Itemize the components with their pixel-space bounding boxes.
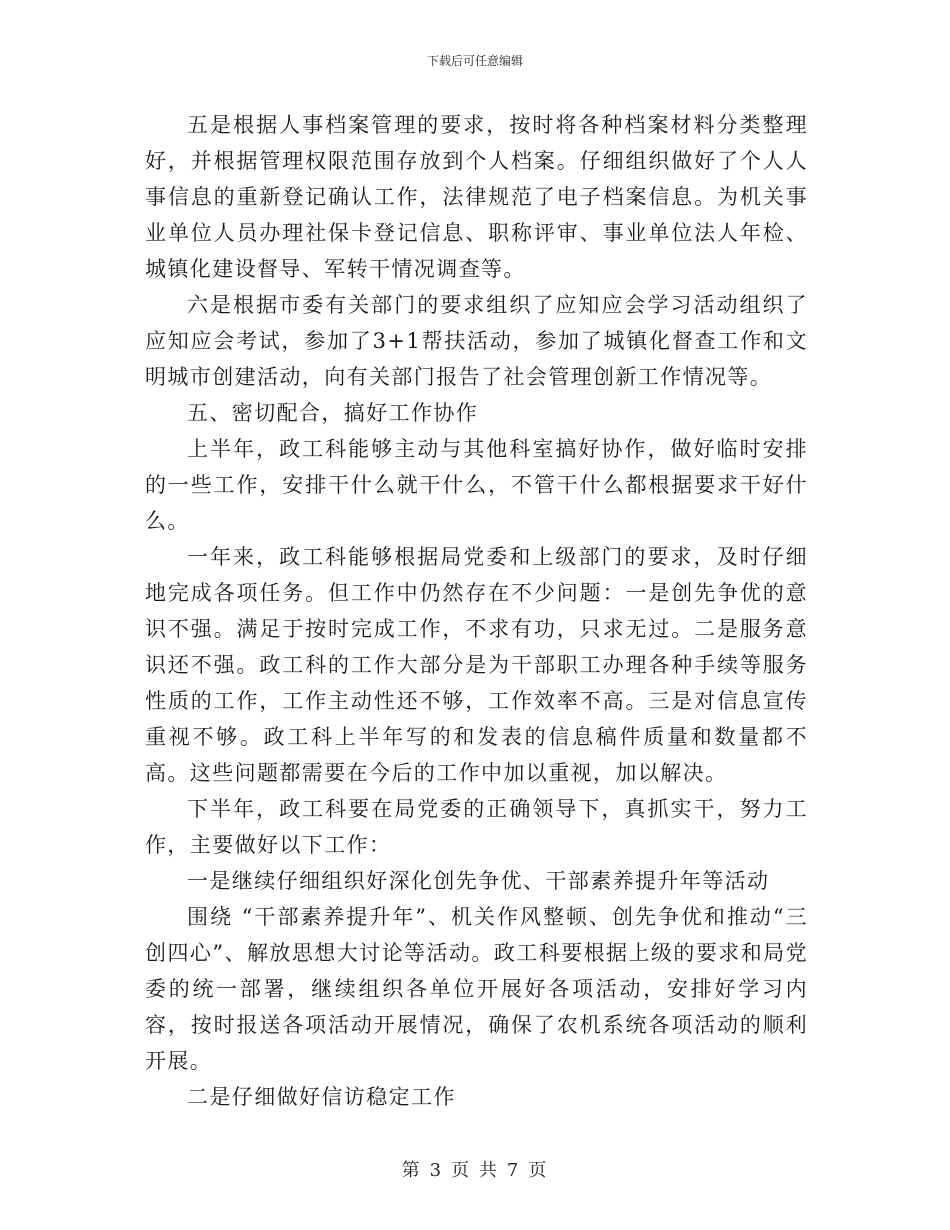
paragraph-second-half-year: 下半年，政工科要在局党委的正确领导下，真抓实干，努力工作，主要做好以下工作： xyxy=(145,797,808,857)
task-heading-two: 二是仔细做好信访稳定工作 xyxy=(187,1085,456,1109)
paragraph-first-half-year: 上半年，政工科能够主动与其他科室搞好协作，做好临时安排的一些工作，安排干什么就干什么，不管干什么都根据要求干好什么。 xyxy=(145,437,808,533)
paragraph-item-five: 五是根据人事档案管理的要求，按时将各种档案材料分类整理好，并根据管理权限范围存放到个人档案。仔细组织做好了个人人事信息的重新登记确认工作，法律规范了电子档案信息。为机关事业单位人员办理社保卡登记信息、职称评审、事业单位法人年检、城镇化建设督导、军转干情况调查等。 xyxy=(145,113,808,281)
paragraph-problems: 一年来，政工科能够根据局党委和上级部门的要求，及时仔细地完成各项任务。但工作中仍然存在不少问题：一是创先争优的意识不强。满足于按时完成工作，不求有功，只求无过。二是服务意识还不强。政工科的工作大部分是为干部职工办理各种手续等服务性质的工作，工作主动性还不够，工作效率不高。三是对信息宣传重视不够。政工科上半年写的和发表的信息稿件质量和数量都不高。这些问题都需要在今后的工作中加以重视，加以解决。 xyxy=(145,545,808,785)
paragraph-item-six: 六是根据市委有关部门的要求组织了应知应会学习活动组织了应知应会考试，参加了3+1帮扶活动，参加了城镇化督查工作和文明城市创建活动，向有关部门报告了社会管理创新工作情况等。 xyxy=(145,293,808,389)
page-header: 下载后可任意编辑 xyxy=(426,54,523,68)
total-page-count: 7 xyxy=(506,1160,521,1181)
page-number-footer xyxy=(0,1156,950,1182)
section-heading-cooperation: 五、密切配合，搞好工作协作 xyxy=(187,401,479,425)
footer-suffix: 页 xyxy=(528,1160,549,1181)
task-heading-one: 一是继续仔细组织好深化创先争优、干部素养提升年等活动 xyxy=(187,869,770,893)
footer-prefix: 第 xyxy=(401,1160,422,1181)
footer-middle: 页 共 xyxy=(451,1160,499,1181)
paragraph-activities: 围绕 “干部素养提升年”、机关作风整顿、创先争优和推动“三创四心”、解放思想大讨论等活动。政工科要根据上级的要求和局党委的统一部署，继续组织各单位开展好各项活动，安排好学习内容，按时报送各项活动开展情况，确保了农机系统各项活动的顺利开展。 xyxy=(145,905,808,1073)
document-body xyxy=(145,107,808,1115)
current-page-number: 3 xyxy=(429,1160,444,1181)
